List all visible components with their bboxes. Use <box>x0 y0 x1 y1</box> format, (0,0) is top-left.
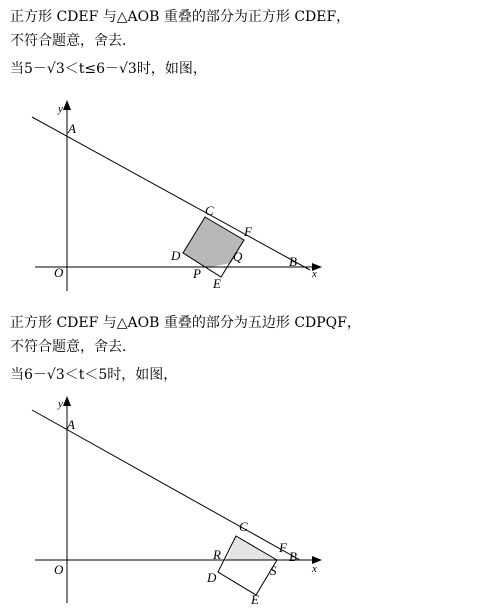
label-y-2: y <box>58 398 63 410</box>
para1-line2: 不符合题意，舍去． <box>10 33 136 49</box>
label-x-1: x <box>312 268 317 280</box>
label-p-1: P <box>193 266 201 281</box>
para1-line1: 正方形 CDEF 与△AOB 重叠的部分为正方形 CDEF， <box>10 9 351 25</box>
label-e-1: E <box>213 276 221 291</box>
y-axis-arrow-1 <box>63 100 71 110</box>
label-f-2: F <box>279 540 287 555</box>
label-o-2: O <box>54 562 64 577</box>
label-b-1: B <box>289 254 297 269</box>
para1-line3: 当5－√3＜t≤6－√3时，如图， <box>10 61 207 77</box>
label-d-1: D <box>171 248 181 263</box>
label-r-2: R <box>213 547 221 562</box>
label-f-1: F <box>244 224 252 239</box>
para2-line2: 不符合题意，舍去． <box>10 339 136 355</box>
y-axis-arrow-2 <box>63 396 71 406</box>
label-a-2: A <box>67 417 75 432</box>
para2-line3: 当6－√3＜t＜5时，如图， <box>10 367 178 383</box>
label-s-2: S <box>270 563 277 578</box>
label-e-2: E <box>251 592 259 607</box>
label-c-2: C <box>239 519 248 534</box>
label-c-1: C <box>205 203 214 218</box>
label-y-1: y <box>58 103 63 115</box>
figure-1-canvas <box>0 95 495 300</box>
label-q-1: Q <box>233 249 243 264</box>
label-a-1: A <box>68 121 76 136</box>
label-b-2: B <box>289 549 297 564</box>
label-x-2: x <box>312 563 317 575</box>
label-o-1: O <box>54 265 64 280</box>
figure-1 <box>0 95 495 300</box>
label-d-2: D <box>207 570 217 585</box>
figure-2-canvas <box>0 390 495 609</box>
line-ab-2 <box>32 410 300 560</box>
figure-2 <box>0 390 495 609</box>
para2-line1: 正方形 CDEF 与△AOB 重叠的部分为五边形 CDPQF， <box>10 315 361 331</box>
